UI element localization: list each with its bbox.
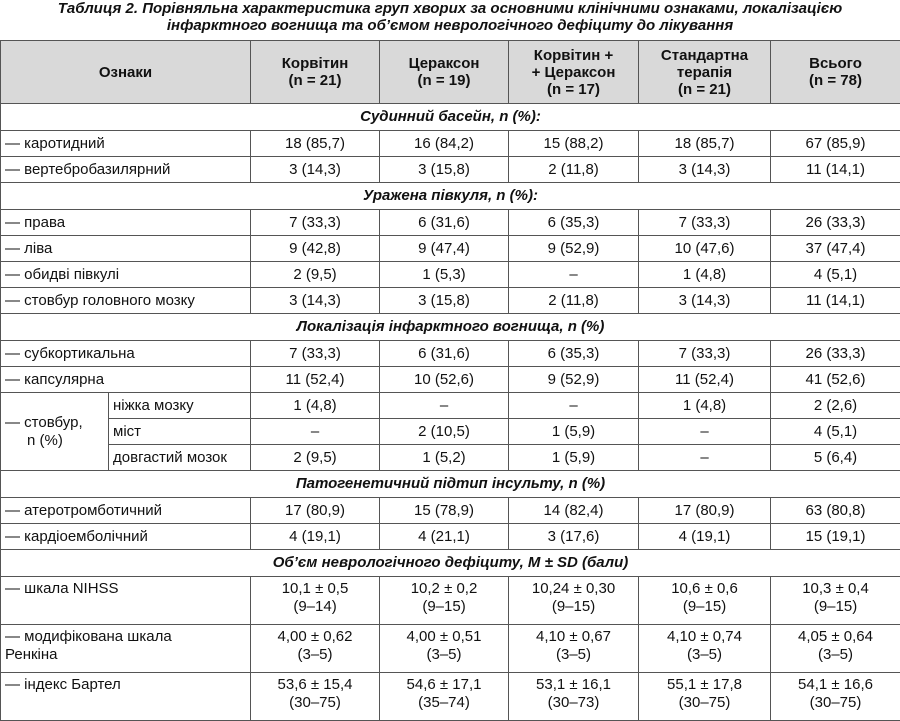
- cell: –: [251, 419, 380, 445]
- cell: 1 (5,9): [509, 419, 639, 445]
- table-title-line-2: інфарктного вогнища та об’ємом неврологічного дефіциту до лікування: [0, 17, 900, 34]
- cell: 3 (14,3): [639, 157, 771, 183]
- cell: 4 (19,1): [639, 524, 771, 550]
- cell: 10,2 ± 0,2 (9–15): [380, 577, 509, 625]
- cell: 4 (19,1): [251, 524, 380, 550]
- cell: 9 (52,9): [509, 367, 639, 393]
- section-stroke-subtype: Патогенетичний підтип інсульту, n (%): [1, 471, 900, 498]
- cell: 6 (31,6): [380, 341, 509, 367]
- row-label: — модифікована шкала Ренкіна: [1, 625, 251, 673]
- table-title: [0, 0, 900, 40]
- cell: 11 (52,4): [251, 367, 380, 393]
- cell: 1 (5,2): [380, 445, 509, 471]
- header-combined: Корвітин + + Цераксон (n = 17): [509, 41, 639, 104]
- cell: 17 (80,9): [251, 498, 380, 524]
- cell: 1 (4,8): [251, 393, 380, 419]
- section-row: [1, 104, 900, 131]
- section-row: [1, 471, 900, 498]
- table-row: [1, 236, 900, 262]
- cell: 1 (4,8): [639, 393, 771, 419]
- cell: 2 (9,5): [251, 262, 380, 288]
- cell: 3 (14,3): [251, 157, 380, 183]
- section-row: [1, 183, 900, 210]
- row-label: — стовбур головного мозку: [1, 288, 251, 314]
- cell: –: [509, 262, 639, 288]
- cell: 4,10 ± 0,67 (3–5): [509, 625, 639, 673]
- cell: 55,1 ± 17,8 (30–75): [639, 673, 771, 721]
- cell: 2 (9,5): [251, 445, 380, 471]
- cell: 3 (15,8): [380, 288, 509, 314]
- row-label: — шкала NIHSS: [1, 577, 251, 625]
- cell: 7 (33,3): [251, 210, 380, 236]
- row-label: — каротидний: [1, 131, 251, 157]
- section-row: [1, 550, 900, 577]
- cell: 1 (5,9): [509, 445, 639, 471]
- cell: 7 (33,3): [639, 210, 771, 236]
- row-label: — субкортикальна: [1, 341, 251, 367]
- cell: 3 (17,6): [509, 524, 639, 550]
- section-neuro-deficit: Об’єм неврологічного дефіциту, M ± SD (бали): [1, 550, 900, 577]
- row-sublabel: ніжка мозку: [109, 393, 251, 419]
- section-row: [1, 314, 900, 341]
- table-row: [1, 341, 900, 367]
- cell: 14 (82,4): [509, 498, 639, 524]
- cell: 11 (14,1): [771, 288, 900, 314]
- cell: 15 (88,2): [509, 131, 639, 157]
- header-korvitin: Корвітин (n = 21): [251, 41, 380, 104]
- row-label: — ліва: [1, 236, 251, 262]
- table-row: [1, 131, 900, 157]
- row-sublabel: довгастий мозок: [109, 445, 251, 471]
- cell: 10,6 ± 0,6 (9–15): [639, 577, 771, 625]
- row-label: — капсулярна: [1, 367, 251, 393]
- table-row: [1, 157, 900, 183]
- cell: 6 (35,3): [509, 210, 639, 236]
- cell: 26 (33,3): [771, 210, 900, 236]
- cell: –: [639, 419, 771, 445]
- cell: 10 (47,6): [639, 236, 771, 262]
- cell: 2 (2,6): [771, 393, 900, 419]
- row-label: — атеротромботичний: [1, 498, 251, 524]
- cell: 7 (33,3): [639, 341, 771, 367]
- cell: 4 (5,1): [771, 262, 900, 288]
- table-row: [1, 210, 900, 236]
- cell: 9 (47,4): [380, 236, 509, 262]
- table-row: [1, 625, 900, 673]
- cell: 18 (85,7): [639, 131, 771, 157]
- row-group-label-stem: — стовбур, n (%): [1, 393, 109, 471]
- cell: 26 (33,3): [771, 341, 900, 367]
- cell: 54,6 ± 17,1 (35–74): [380, 673, 509, 721]
- cell: 11 (52,4): [639, 367, 771, 393]
- cell: 2 (10,5): [380, 419, 509, 445]
- cell: 11 (14,1): [771, 157, 900, 183]
- cell: 17 (80,9): [639, 498, 771, 524]
- table-row: [1, 393, 900, 419]
- cell: 10,3 ± 0,4 (9–15): [771, 577, 900, 625]
- cell: 15 (19,1): [771, 524, 900, 550]
- header-ceraxon: Цераксон (n = 19): [380, 41, 509, 104]
- cell: 4,05 ± 0,64 (3–5): [771, 625, 900, 673]
- row-sublabel: міст: [109, 419, 251, 445]
- cell: 37 (47,4): [771, 236, 900, 262]
- table-row: [1, 419, 900, 445]
- table-row: [1, 498, 900, 524]
- table-row: [1, 262, 900, 288]
- cell: 54,1 ± 16,6 (30–75): [771, 673, 900, 721]
- cell: 6 (31,6): [380, 210, 509, 236]
- table-row: [1, 367, 900, 393]
- table-row: [1, 445, 900, 471]
- row-label: — права: [1, 210, 251, 236]
- cell: 1 (5,3): [380, 262, 509, 288]
- cell: 4 (5,1): [771, 419, 900, 445]
- cell: 3 (15,8): [380, 157, 509, 183]
- cell: 7 (33,3): [251, 341, 380, 367]
- cell: 9 (52,9): [509, 236, 639, 262]
- cell: 2 (11,8): [509, 288, 639, 314]
- header-signs: Ознаки: [1, 41, 251, 104]
- header-total: Всього (n = 78): [771, 41, 900, 104]
- cell: 4,10 ± 0,74 (3–5): [639, 625, 771, 673]
- row-label: — обидві півкулі: [1, 262, 251, 288]
- header-standard: Стандартна терапія (n = 21): [639, 41, 771, 104]
- cell: 2 (11,8): [509, 157, 639, 183]
- cell: 41 (52,6): [771, 367, 900, 393]
- cell: 3 (14,3): [639, 288, 771, 314]
- cell: –: [639, 445, 771, 471]
- table-row: [1, 673, 900, 721]
- cell: 4,00 ± 0,51 (3–5): [380, 625, 509, 673]
- cell: 15 (78,9): [380, 498, 509, 524]
- comparison-table: [0, 40, 900, 721]
- row-label: — кардіоемболічний: [1, 524, 251, 550]
- cell: 63 (80,8): [771, 498, 900, 524]
- row-label: — вертебробазилярний: [1, 157, 251, 183]
- cell: 18 (85,7): [251, 131, 380, 157]
- cell: 67 (85,9): [771, 131, 900, 157]
- cell: 53,1 ± 16,1 (30–73): [509, 673, 639, 721]
- section-hemisphere: Уражена півкуля, n (%):: [1, 183, 900, 210]
- cell: 4 (21,1): [380, 524, 509, 550]
- cell: 1 (4,8): [639, 262, 771, 288]
- cell: 3 (14,3): [251, 288, 380, 314]
- table-row: [1, 577, 900, 625]
- section-infarct-location: Локалізація інфарктного вогнища, n (%): [1, 314, 900, 341]
- cell: 10 (52,6): [380, 367, 509, 393]
- table-title-line-1: Таблиця 2. Порівняльна характеристика груп хворих за основними клінічними ознаками, локалізацією: [0, 0, 900, 17]
- table-header-row: [1, 41, 900, 104]
- cell: 10,1 ± 0,5 (9–14): [251, 577, 380, 625]
- table-row: [1, 524, 900, 550]
- cell: 4,00 ± 0,62 (3–5): [251, 625, 380, 673]
- table-row: [1, 288, 900, 314]
- cell: 53,6 ± 15,4 (30–75): [251, 673, 380, 721]
- cell: 16 (84,2): [380, 131, 509, 157]
- row-label: — індекс Бартел: [1, 673, 251, 721]
- cell: –: [380, 393, 509, 419]
- cell: 6 (35,3): [509, 341, 639, 367]
- section-vascular-basin: Судинний басейн, n (%):: [1, 104, 900, 131]
- cell: 5 (6,4): [771, 445, 900, 471]
- cell: 10,24 ± 0,30 (9–15): [509, 577, 639, 625]
- cell: –: [509, 393, 639, 419]
- cell: 9 (42,8): [251, 236, 380, 262]
